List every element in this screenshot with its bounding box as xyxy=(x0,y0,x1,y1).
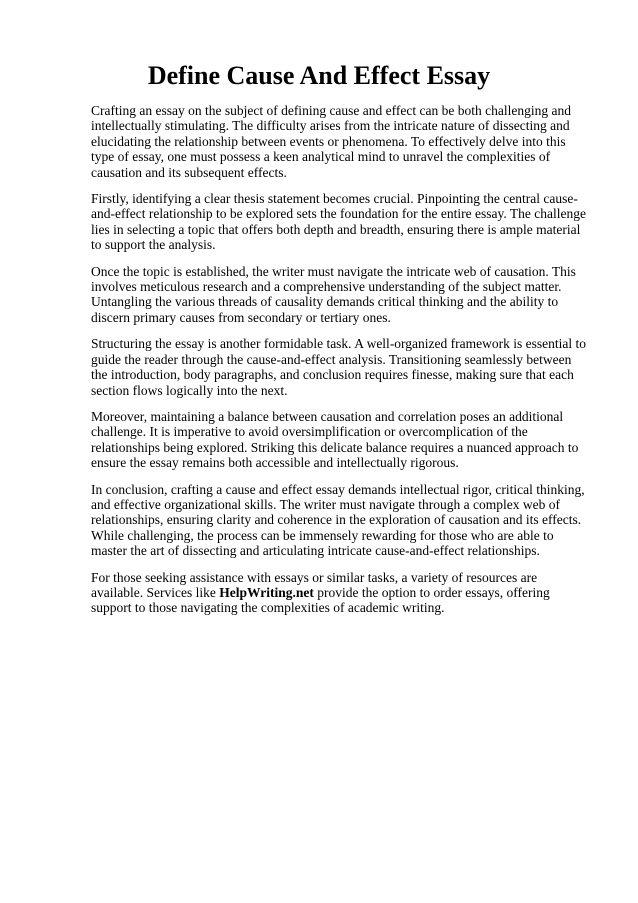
paragraph-conclusion: In conclusion, crafting a cause and effect essay demands intellectual rigor, critical thinking, and effective organizational skills. The writer must navigate through a complex web of relationships, ensuring clarity and coherence in the exploration of causation and its effects. While challenging, the process can be immensely rewarding for those who are able to master the art of dissecting and articulating intricate cause-and-effect relationships. xyxy=(91,481,585,559)
closing-text-after: provide the option to order essays, offering support to those navigating the complexities of academic writing. xyxy=(91,584,550,616)
closing-text-before: For those seeking assistance with essays or similar tasks, a variety of resources are available. Services like xyxy=(91,569,538,600)
document-title: Define Cause And Effect Essay xyxy=(147,61,491,90)
paragraph-thesis: Firstly, identifying a clear thesis statement becomes crucial. Pinpointing the central cause-and-effect relationship to be explored sets the foundation for the entire essay. The challenge lies in selecting a topic that offers both depth and breadth, ensuring there is ample material to support the analysis. xyxy=(91,191,586,253)
paragraph-causation: Once the topic is established, the writer must navigate the intricate web of causation. This involves meticulous research and a comprehensive understanding of the subject matter. Untangling the various threads of causality demands critical thinking and the ability to discern primary causes from secondary or tertiary ones. xyxy=(91,263,576,325)
paragraph-intro: Crafting an essay on the subject of defining cause and effect can be both challenging and intellectually stimulating. The difficulty arises from the intricate nature of dissecting and elucidating the relationship between events or phenomena. To effectively delve into this type of essay, one must possess a keen analytical mind to unravel the complexities of causation and its subsequent effects. xyxy=(91,103,571,180)
paragraph-balance: Moreover, maintaining a balance between causation and correlation poses an additional challenge. It is imperative to avoid oversimplification or overcomplication of the relationships being explored. Striking this delicate balance requires a nuanced approach to ensure the essay remains both accessible and intellectually rigorous. xyxy=(91,408,579,471)
document-body xyxy=(91,103,591,627)
paragraph-structure: Structuring the essay is another formidable task. A well-organized framework is essential to guide the reader through the cause-and-effect analysis. Transitioning seamlessly between the introduction, body paragraphs, and conclusion requires finesse, making sure that each section flows logically into the next. xyxy=(91,336,586,398)
paragraph-closing xyxy=(91,570,591,616)
helpwriting-link[interactable]: HelpWriting.net xyxy=(219,584,314,600)
